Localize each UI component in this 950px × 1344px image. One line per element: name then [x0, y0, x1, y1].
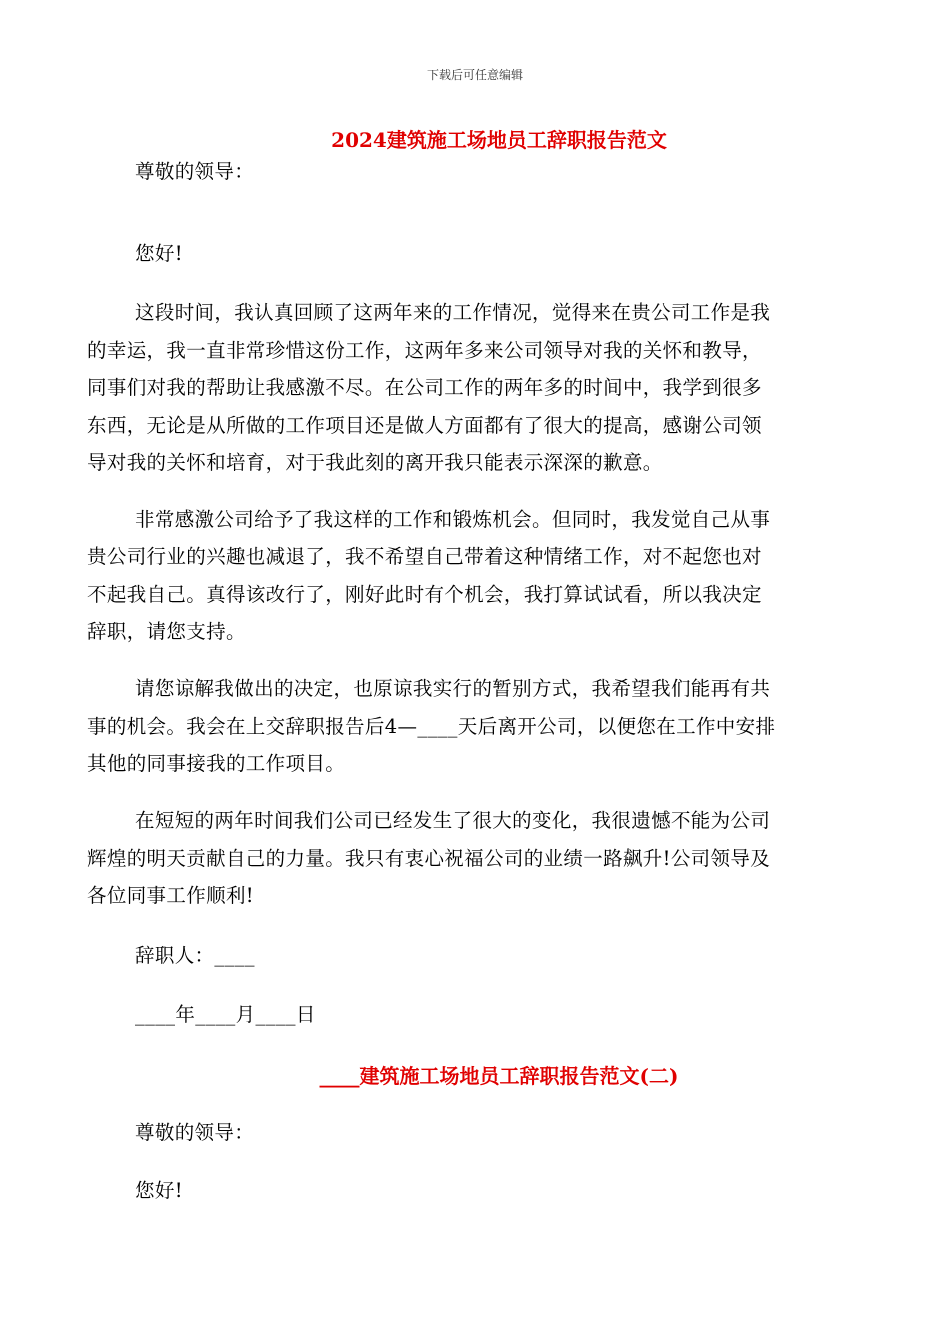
paragraph-1-line-1: 这段时间，我认真回顾了这两年来的工作情况，觉得来在贵公司工作是我 [135, 301, 771, 324]
greeting: 您好! [135, 242, 183, 265]
paragraph-4-line-1: 在短短的两年时间我们公司已经发生了很大的变化，我很遗憾不能为公司 [135, 809, 771, 832]
paragraph-2-line-4: 辞职，请您支持。 [87, 620, 246, 643]
paragraph-2-line-1: 非常感激公司给予了我这样的工作和锻炼机会。但同时，我发觉自己从事 [135, 508, 771, 531]
signature-line: 辞职人：____ [135, 944, 255, 967]
salutation: 尊敬的领导： [135, 160, 255, 183]
paragraph-3-line-3: 其他的同事接我的工作项目。 [87, 752, 346, 775]
header-note: 下载后可任意编辑 [426, 68, 523, 82]
paragraph-4-line-3: 各位同事工作顺利! [87, 884, 254, 907]
paragraph-1-line-2: 的幸运，我一直非常珍惜这份工作，这两年多来公司领导对我的关怀和教导， [87, 339, 762, 362]
greeting-2: 您好! [135, 1179, 183, 1202]
paragraph-2-line-2: 贵公司行业的兴趣也减退了，我不希望自己带着这种情绪工作，对不起您也对 [87, 545, 762, 568]
document-title: 2024建筑施工场地员工辞职报告范文 [331, 128, 667, 152]
paragraph-1-line-4: 东西，无论是从所做的工作项目还是做人方面都有了很大的提高，感谢公司领 [87, 414, 762, 437]
paragraph-1-line-3: 同事们对我的帮助让我感激不尽。在公司工作的两年多的时间中，我学到很多 [87, 376, 762, 399]
paragraph-3-line-2: 事的机会。我会在上交辞职报告后4—____天后离开公司，以便您在工作中安排 [87, 715, 776, 738]
salutation-2: 尊敬的领导： [135, 1121, 255, 1144]
paragraph-3-line-1: 请您谅解我做出的决定，也原谅我实行的暂别方式，我希望我们能再有共 [135, 677, 771, 700]
date-line: ____年____月____日 [135, 1003, 316, 1026]
document-title-2: ____建筑施工场地员工辞职报告范文(二) [319, 1064, 679, 1088]
paragraph-2-line-3: 不起我自己。真得该改行了，刚好此时有个机会，我打算试试看，所以我决定 [87, 583, 762, 606]
paragraph-4-line-2: 辉煌的明天贡献自己的力量。我只有衷心祝福公司的业绩一路飙升!公司领导及 [87, 847, 771, 870]
paragraph-1-line-5: 导对我的关怀和培育，对于我此刻的离开我只能表示深深的歉意。 [87, 451, 663, 474]
